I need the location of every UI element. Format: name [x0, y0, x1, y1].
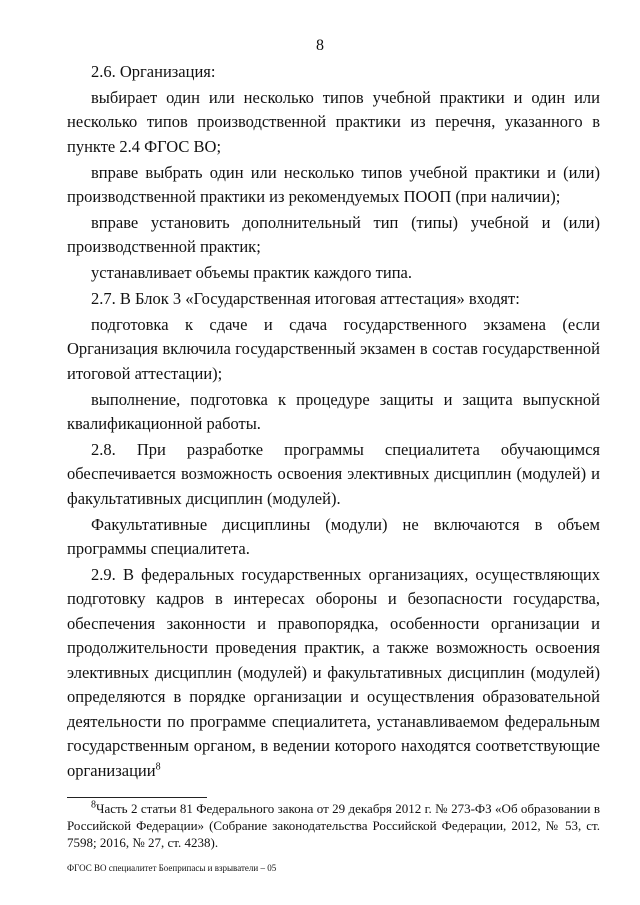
footnote-divider [67, 797, 207, 798]
paragraph-2-9-text: 2.9. В федеральных государственных организациях, осуществляющих подготовку кадров в интересах обороны и безопасности государства, обеспечения законности и правопорядка, особенности организации и продолжительности проведения практик, а также возможность освоения элективных дисциплин (модулей) и факультативных дисциплин (модулей) определяются в порядке организации и осуществления образовательной деятельности по программе специалитета, устанавливаемом федеральным государственным органом, в ведении которого находятся соответствующие организации [67, 564, 600, 780]
paragraph-exam-prep: подготовка к сдаче и сдача государственного экзамена (если Организация включила государственный экзамен в состав государственной итоговой аттестации); [67, 314, 600, 383]
footnote-text: Часть 2 статьи 81 Федерального закона от 29 декабря 2012 г. № 273-ФЗ «Об образовании в Российской Федерации» (Собрание законодательства Российской Федерации, 2012, № 53, ст. 7598; 2016, № 27, ст. 4238). [67, 801, 600, 850]
page-number: 8 [316, 37, 324, 54]
footnote-reference: 8 [155, 761, 161, 773]
paragraph-optional-disciplines: Факультативные дисциплины (модули) не включаются в объем программы специалитета. [67, 514, 600, 559]
paragraph-thesis: выполнение, подготовка к процедуре защиты и защита выпускной квалификационной работы. [67, 389, 600, 434]
paragraph-2-9 [67, 563, 600, 784]
footnote-marker: 8 [91, 799, 96, 811]
footnote [67, 800, 600, 851]
paragraph-sets-volume: устанавливает объемы практик каждого типа. [91, 263, 412, 283]
paragraph-2-7: 2.7. В Блок 3 «Государственная итоговая аттестация» входят: [91, 288, 520, 308]
paragraph-2-8: 2.8. При разработке программы специалитета обучающимся обеспечивается возможность освоения элективных дисциплин (модулей) и факультативных дисциплин (модулей). [67, 439, 600, 508]
page-footer: ФГОС ВО специалитет Боеприпасы и взрыватели – 05 [67, 863, 277, 873]
paragraph-may-select: вправе выбрать один или несколько типов учебной практики и (или) производственной практики из рекомендуемых ПООП (при наличии); [67, 162, 600, 207]
paragraph-may-establish: вправе установить дополнительный тип (типы) учебной и (или) производственной практик; [67, 212, 600, 257]
paragraph-2-6: 2.6. Организация: [91, 62, 216, 81]
document-body [67, 60, 600, 785]
paragraph-select-types: выбирает один или несколько типов учебной практики и один или несколько типов производственной практики из перечня, указанного в пункте 2.4 ФГОС ВО; [67, 87, 600, 156]
